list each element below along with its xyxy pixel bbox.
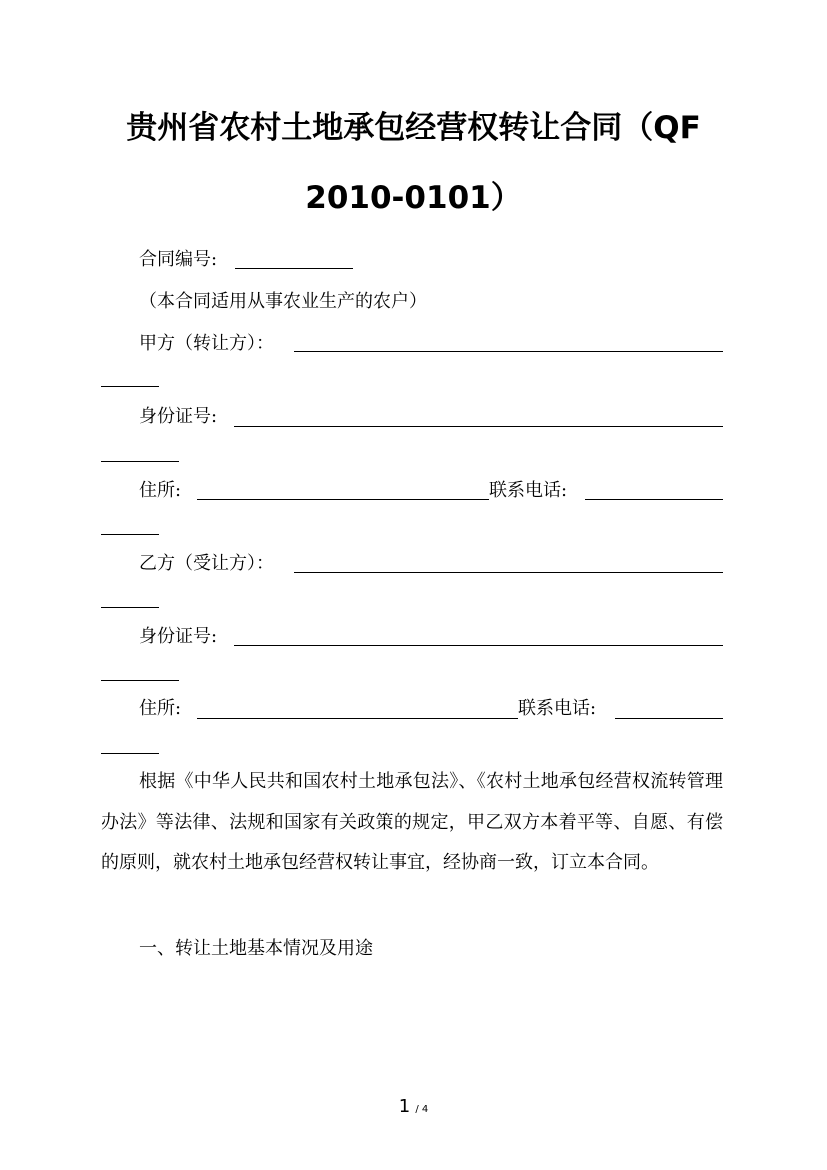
- party-a-id-blank-cont[interactable]: [101, 461, 179, 462]
- party-b-phone-blank[interactable]: [615, 718, 723, 719]
- contract-preamble-paragraph: 根据《中华人民共和国农村土地承包法》、《农村土地承包经营权流转管理办法》等法律、法规和国家有关政策的规定，甲乙双方本着平等、自愿、有偿的原则，就农村土地承包经营权转让事宜，经协商一致，订立本合同。: [101, 771, 723, 873]
- party-b-label: 乙方（受让方）：: [139, 553, 274, 574]
- party-b-address-label: 住所:: [139, 698, 182, 719]
- party-a-phone-label: 联系电话:: [489, 480, 568, 501]
- contract-number-blank[interactable]: [235, 268, 353, 269]
- party-b-phone-blank-cont[interactable]: [101, 753, 159, 754]
- party-a-address-label: 住所:: [139, 480, 182, 501]
- party-a-name-blank[interactable]: [294, 351, 723, 352]
- page-number: [0, 1096, 827, 1117]
- section-1-heading: 一、转让土地基本情况及用途: [139, 938, 373, 959]
- party-b-address-blank[interactable]: [197, 718, 518, 719]
- party-b-phone-label: 联系电话:: [518, 698, 597, 719]
- party-a-address-blank[interactable]: [197, 499, 489, 500]
- party-a-name-blank-cont[interactable]: [101, 386, 159, 387]
- party-a-phone-blank[interactable]: [585, 499, 723, 500]
- party-a-phone-blank-cont[interactable]: [101, 534, 159, 535]
- party-a-id-blank[interactable]: [234, 426, 723, 427]
- document-title-line-2: 2010-0101）: [305, 180, 522, 216]
- contract-number-label: 合同编号:: [139, 249, 218, 270]
- party-b-name-blank-cont[interactable]: [101, 607, 159, 608]
- page-current: 1: [398, 1096, 411, 1117]
- party-b-name-blank[interactable]: [294, 572, 723, 573]
- party-a-id-label: 身份证号:: [139, 406, 218, 427]
- applicability-note: （本合同适用从事农业生产的农户）: [139, 291, 427, 312]
- party-a-label: 甲方（转让方）：: [139, 333, 274, 354]
- party-b-id-blank[interactable]: [234, 645, 723, 646]
- document-title-line-1: 贵州省农村土地承包经营权转让合同（QF: [126, 110, 701, 146]
- party-b-id-label: 身份证号:: [139, 626, 218, 647]
- party-b-id-blank-cont[interactable]: [101, 680, 179, 681]
- page-total: / 4: [415, 1104, 429, 1115]
